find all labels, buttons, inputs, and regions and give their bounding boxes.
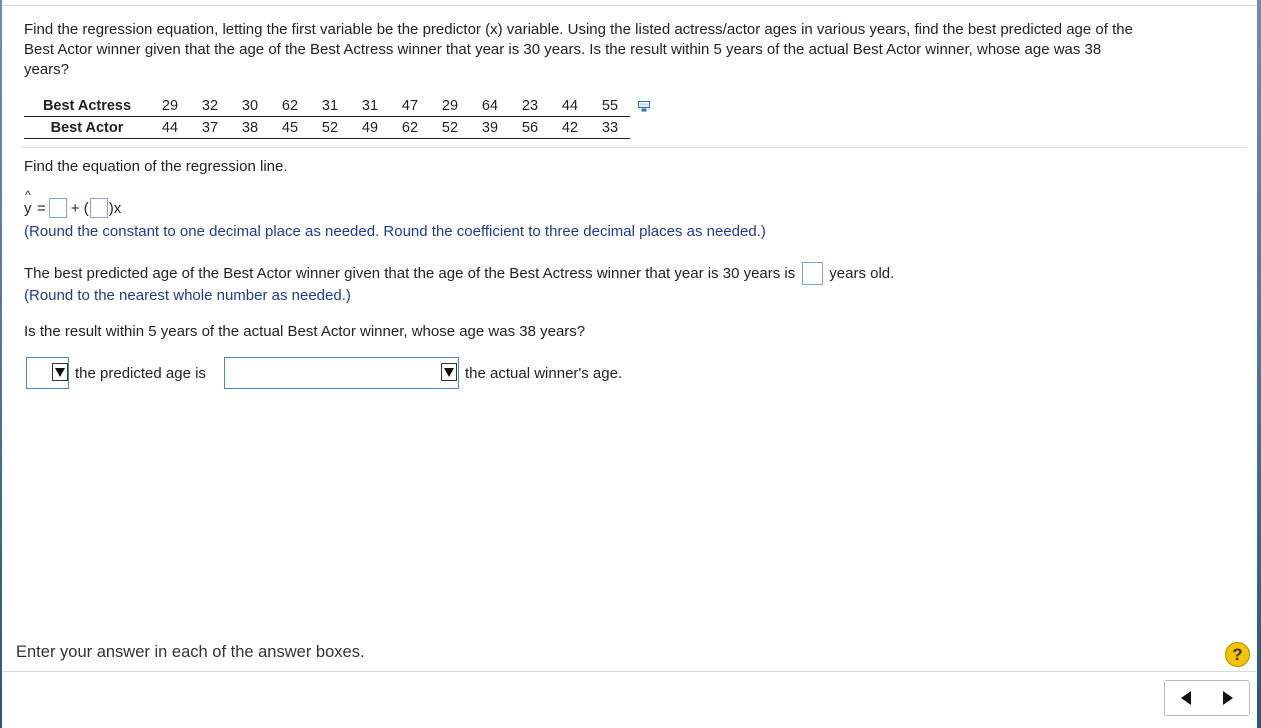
table-cell: 31: [350, 95, 390, 117]
part2-hint: (Round to the nearest whole number as needed.): [24, 287, 351, 304]
table-cell: 29: [430, 95, 470, 117]
table-cell: 44: [550, 95, 590, 117]
question-line-1: Find the regression equation, letting the first variable be the predictor (x) variable. Using the listed actress/actor ages in various years, find the best predicted age of the: [24, 21, 1133, 38]
previous-button[interactable]: [1165, 681, 1207, 715]
row-label: Best Actress: [24, 95, 150, 117]
table-cell: 33: [590, 117, 630, 139]
table-cell: 52: [310, 117, 350, 139]
coefficient-input[interactable]: [90, 198, 108, 218]
part2-prompt: The best predicted age of the Best Actor winner given that the age of the Best Actress winner that year is 30 years is: [24, 264, 796, 282]
table-row-actor: [24, 117, 630, 139]
table-cell: 31: [310, 95, 350, 117]
part3-end-text: the actual winner's age.: [465, 365, 623, 382]
table-cell: 30: [230, 95, 270, 117]
table-cell: 42: [550, 117, 590, 139]
close-paren-x: )x: [108, 199, 122, 217]
help-button[interactable]: ?: [1225, 642, 1250, 667]
constant-input[interactable]: [49, 198, 67, 218]
comparison-dropdown[interactable]: [224, 357, 459, 389]
table-cell: 45: [270, 117, 310, 139]
table-cell: 62: [270, 95, 310, 117]
part3-prompt: Is the result within 5 years of the actual Best Actor winner, whose age was 38 years?: [24, 323, 586, 340]
part1-hint: (Round the constant to one decimal place as needed. Round the coefficient to three decimal places as needed.): [24, 223, 766, 240]
table-cell: 49: [350, 117, 390, 139]
question-line-2: Best Actor winner given that the age of the Best Actress winner that year is 30 years. Is the result within 5 years of the actual Best Actor winner, whose age was 38: [24, 41, 1102, 58]
table-cell: 55: [590, 95, 630, 117]
question-text: [24, 20, 1234, 80]
table-cell: 47: [390, 95, 430, 117]
question-panel: [2, 0, 1257, 728]
section-divider: [22, 147, 1247, 148]
y-letter: y: [24, 199, 32, 217]
part1-prompt: Find the equation of the regression line.: [24, 158, 288, 175]
equals-sign: =: [37, 199, 46, 217]
table-cell: 62: [390, 117, 430, 139]
table-cell: 44: [150, 117, 190, 139]
part3-middle-text: the predicted age is: [75, 365, 206, 382]
navigation-buttons: [1164, 680, 1250, 716]
data-table: [24, 95, 630, 139]
part2-line: [24, 262, 894, 285]
table-cell: 29: [150, 95, 190, 117]
y-hat-symbol: [24, 187, 34, 217]
footer-divider: [2, 671, 1257, 672]
part2-suffix: years old.: [829, 264, 895, 282]
table-cell: 39: [470, 117, 510, 139]
top-divider: [2, 5, 1257, 6]
arrow-left-icon: [1181, 691, 1191, 705]
predicted-age-input[interactable]: [802, 262, 823, 285]
table-cell: 56: [510, 117, 550, 139]
regression-equation: [24, 187, 122, 219]
arrow-right-icon: [1223, 691, 1233, 705]
table-cell: 23: [510, 95, 550, 117]
row-label: Best Actor: [24, 117, 150, 139]
plus-open-paren: + (: [70, 199, 89, 217]
table-row-actress: [24, 95, 630, 117]
chevron-down-icon: [441, 363, 457, 381]
copy-data-icon[interactable]: [638, 101, 652, 113]
table-cell: 32: [190, 95, 230, 117]
hat-mark: ^: [25, 187, 31, 202]
table-cell: 37: [190, 117, 230, 139]
table-cell: 38: [230, 117, 270, 139]
within-dropdown[interactable]: [26, 357, 69, 389]
footer-instruction: Enter your answer in each of the answer boxes.: [16, 643, 365, 661]
question-line-3: years?: [24, 61, 70, 78]
table-cell: 64: [470, 95, 510, 117]
next-button[interactable]: [1207, 681, 1249, 715]
chevron-down-icon: [52, 363, 68, 381]
table-cell: 52: [430, 117, 470, 139]
